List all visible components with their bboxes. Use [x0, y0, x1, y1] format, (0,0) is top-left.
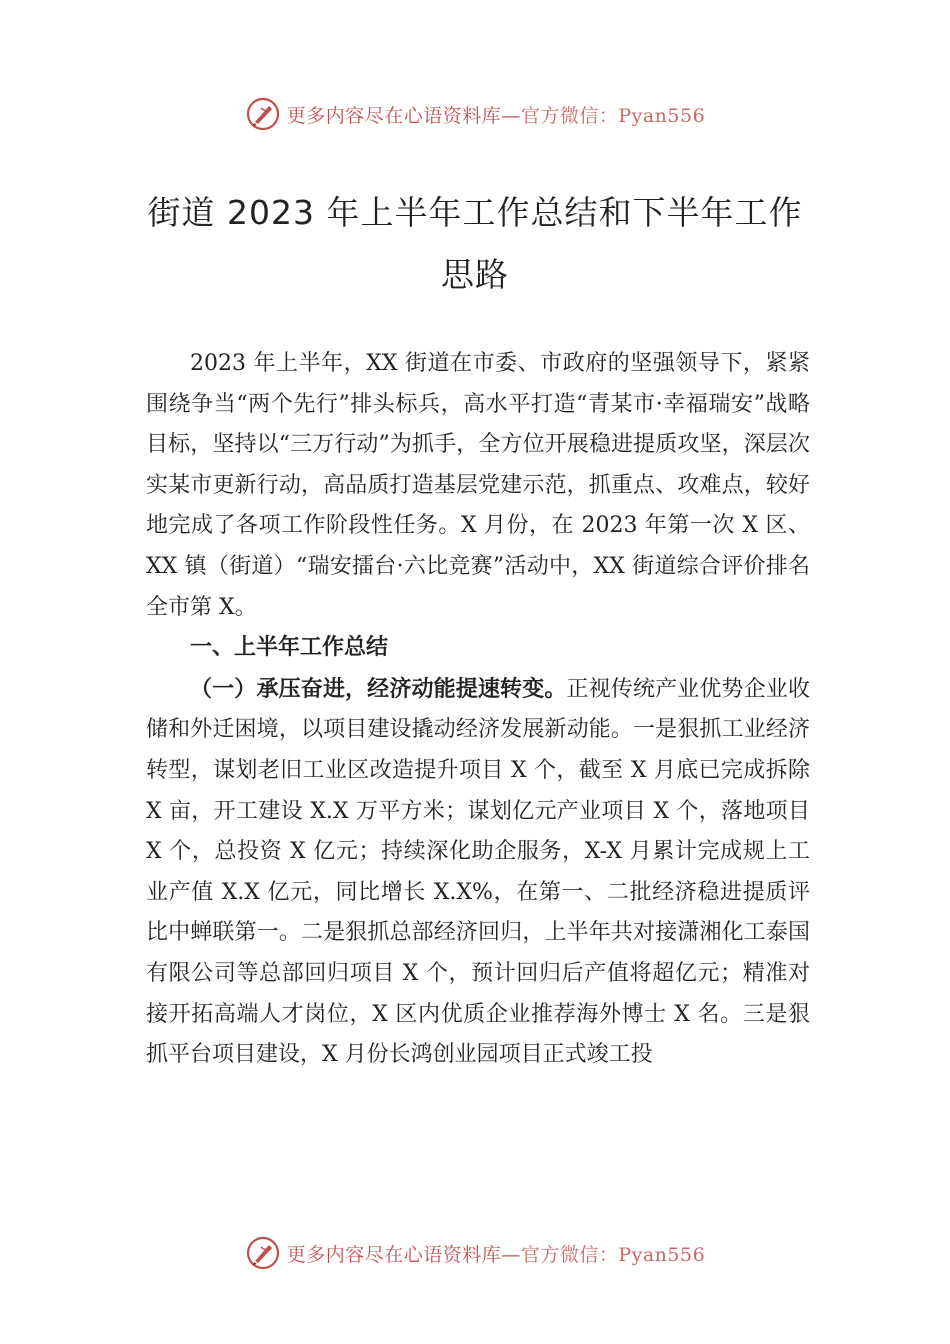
title-line-2: 思路 — [441, 255, 509, 294]
watermark-banner-top — [0, 94, 950, 134]
brush-logo-icon — [245, 96, 281, 132]
section-1-sub-1-heading: （一）承压奋进，经济动能提速转变。 — [190, 675, 567, 702]
watermark-text — [287, 1240, 705, 1267]
document-title — [100, 182, 850, 306]
section-1-paragraph-1 — [146, 669, 810, 1076]
watermark-site-text: 更多内容尽在心语资料库 — [286, 104, 502, 127]
title-line-1: 街道 2023 年上半年工作总结和下半年工作 — [147, 193, 803, 232]
watermark-wechat-label: 官方微信： — [520, 1243, 619, 1266]
watermark-banner-bottom — [0, 1233, 950, 1273]
document-body — [146, 344, 810, 1076]
watermark-dash: — — [501, 1243, 521, 1266]
intro-paragraph: 2023 年上半年，XX 街道在市委、市政府的坚强领导下，紧紧围绕争当“两个先行”排头标兵，高水平打造“青某市·幸福瑞安”战略目标，坚持以“三万行动”为抓手，全方位开展稳进提质攻坚，深层次实某市更新行动，高品质打造基层党建示范，抓重点、攻难点，较好地完成了各项工作阶段性任务。X 月份，在 2023 年第一次 X 区、XX 镇（街道）“瑞安擂台·六比竞赛”活动中，XX 街道综合评价排名全市第 X。 — [146, 351, 810, 620]
section-1-heading: 一、上半年工作总结 — [190, 635, 389, 661]
section-1-sub-1-body: 正视传统产业优势企业收储和外迁困境，以项目建设撬动经济发展新动能。一是狠抓工业经济转型，谋划老旧工业区改造提升项目 X 个，截至 X 月底已完成拆除 X 亩，开工建设 X.X 万平方米；谋划亿元产业项目 X 个，落地项目 X 个，总投资 X 亿元；持续深化助企服务，X-X 月累计完成规上工业产值 X.X 亿元，同比增长 X.X%，在第一、二批经济稳进提质评比中蝉联第一。二是狠抓总部经济回归，上半年共对接潇湘化工泰国有限公司等总部回归项目 X 个，预计回归后产值将超亿元；精准对接开拓高端人才岗位，X 区内优质企业推荐海外博士 X 名。三是狠抓平台项目建设，X 月份长鸿创业园项目正式竣工投 — [146, 676, 810, 1068]
watermark-dash: — — [501, 104, 521, 127]
watermark-wechat-id: Pyan556 — [618, 104, 706, 127]
brush-logo-icon — [245, 1235, 281, 1271]
watermark-site-text: 更多内容尽在心语资料库 — [286, 1243, 502, 1266]
watermark-wechat-id: Pyan556 — [618, 1243, 706, 1266]
watermark-text — [287, 101, 705, 128]
watermark-wechat-label: 官方微信： — [520, 104, 619, 127]
